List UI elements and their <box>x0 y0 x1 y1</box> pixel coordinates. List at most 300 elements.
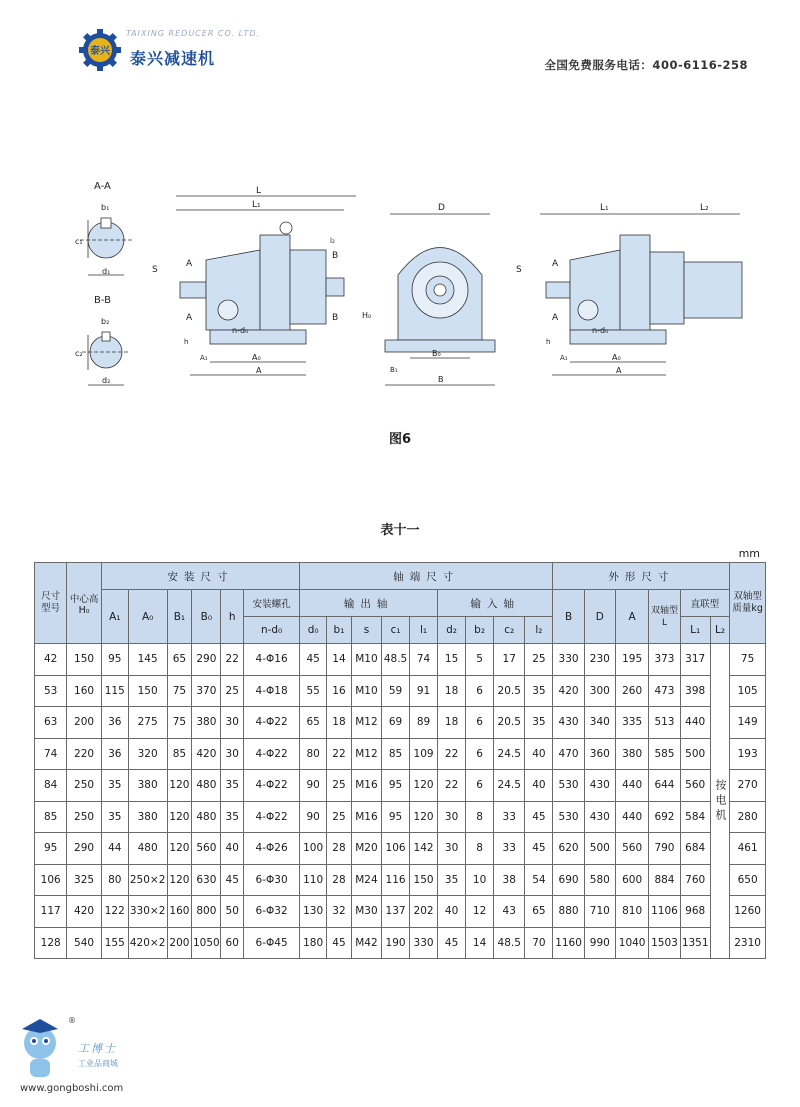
table-row <box>35 707 766 739</box>
table-cell: 6-Φ45 <box>244 927 300 959</box>
table-cell: 25 <box>327 770 352 802</box>
table-cell: 500 <box>584 833 615 865</box>
table-cell: 4-Φ22 <box>244 707 300 739</box>
table-cell: 117 <box>35 896 67 928</box>
table-row <box>35 927 766 959</box>
table-cell: 4-Φ22 <box>244 738 300 770</box>
table-cell: 195 <box>615 644 648 676</box>
table-cell: 65 <box>300 707 327 739</box>
svg-text:B: B <box>332 313 339 323</box>
table-cell: 18 <box>327 707 352 739</box>
table-cell: 42 <box>35 644 67 676</box>
table-cell: 40 <box>438 896 466 928</box>
table-row <box>35 896 766 928</box>
table-cell: 150 <box>128 675 167 707</box>
svg-text:S: S <box>152 265 158 275</box>
svg-text:A: A <box>186 259 193 269</box>
table-cell: 530 <box>553 770 584 802</box>
table-cell: 4-Φ18 <box>244 675 300 707</box>
table-cell: 45 <box>438 927 466 959</box>
table-cell: 15 <box>438 644 466 676</box>
table-cell: 4-Φ22 <box>244 770 300 802</box>
table-cell: 65 <box>167 644 192 676</box>
company-logo-gear-icon <box>78 28 122 72</box>
table-row <box>35 770 766 802</box>
table-cell: 220 <box>67 738 101 770</box>
table-cell: 1160 <box>553 927 584 959</box>
svg-text:B₁: B₁ <box>390 366 398 374</box>
table-cell: M12 <box>351 738 381 770</box>
table-cell: 330 <box>553 644 584 676</box>
svg-text:h: h <box>546 338 551 346</box>
svg-text:c₁: c₁ <box>75 237 83 246</box>
table-cell: 4-Φ26 <box>244 833 300 865</box>
table-cell: 480 <box>192 801 221 833</box>
watermark-url: www.gongboshi.com <box>20 1083 124 1094</box>
col-s: s <box>351 617 381 644</box>
svg-text:泰兴: 泰兴 <box>90 46 110 57</box>
table-cell: 650 <box>730 864 766 896</box>
col-D: D <box>584 590 615 644</box>
table-cell: 20.5 <box>494 707 525 739</box>
table-cell: 1260 <box>730 896 766 928</box>
table-cell: 513 <box>649 707 680 739</box>
table-cell: 14 <box>466 927 494 959</box>
table-cell: 790 <box>649 833 680 865</box>
table-cell: 44 <box>101 833 128 865</box>
table-row <box>35 801 766 833</box>
table-cell: 35 <box>525 675 553 707</box>
table-cell: 142 <box>410 833 438 865</box>
table-cell: 380 <box>615 738 648 770</box>
figure-caption: 图6 <box>388 432 412 447</box>
table-cell: M20 <box>351 833 381 865</box>
table-cell: M42 <box>351 927 381 959</box>
table-cell: 8 <box>466 833 494 865</box>
table-cell: 684 <box>680 833 710 865</box>
table-cell: 85 <box>382 738 410 770</box>
table-cell: 692 <box>649 801 680 833</box>
table-cell: 55 <box>300 675 327 707</box>
input-shaft-header: 输入轴 <box>438 590 553 617</box>
col-h: h <box>221 590 244 644</box>
table-cell: 620 <box>553 833 584 865</box>
svg-text:n-d₀: n-d₀ <box>232 326 249 335</box>
table-cell: 95 <box>101 644 128 676</box>
table-cell: 105 <box>730 675 766 707</box>
table-cell: 28 <box>327 864 352 896</box>
table-cell: 360 <box>584 738 615 770</box>
svg-text:b₁: b₁ <box>101 203 110 212</box>
company-chinese-name: 泰兴减速机 <box>130 49 216 68</box>
col-double-shaft-L: 双轴型L <box>649 590 680 644</box>
table-cell: 69 <box>382 707 410 739</box>
col-b2: b₂ <box>466 617 494 644</box>
table-cell: 230 <box>584 644 615 676</box>
col-nd0: n-d₀ <box>244 617 300 644</box>
svg-text:A: A <box>616 366 622 375</box>
svg-text:n-d₀: n-d₀ <box>592 326 609 335</box>
svg-text:B₀: B₀ <box>432 349 441 358</box>
table-cell: 461 <box>730 833 766 865</box>
table-cell: 480 <box>128 833 167 865</box>
col-b1-shaft: b₁ <box>327 617 352 644</box>
table-cell: 250 <box>67 801 101 833</box>
table-cell: 5 <box>466 644 494 676</box>
table-cell: 50 <box>221 896 244 928</box>
table-cell: 20.5 <box>494 675 525 707</box>
table-cell: 75 <box>167 707 192 739</box>
table-cell: 584 <box>680 801 710 833</box>
center-height-header: 中心高H₀ <box>67 563 101 644</box>
table-cell: 6 <box>466 675 494 707</box>
table-cell: 63 <box>35 707 67 739</box>
table-cell: 45 <box>327 927 352 959</box>
table-cell: 45 <box>300 644 327 676</box>
svg-text:h: h <box>184 338 189 346</box>
table-cell: 290 <box>192 644 221 676</box>
table-cell: 473 <box>649 675 680 707</box>
table-cell: 24.5 <box>494 738 525 770</box>
table-cell: M16 <box>351 801 381 833</box>
table-cell: 40 <box>525 738 553 770</box>
table-cell: 1050 <box>192 927 221 959</box>
table-cell: 325 <box>67 864 101 896</box>
table-cell: 22 <box>438 738 466 770</box>
svg-text:L₂: L₂ <box>700 203 709 213</box>
table-cell: 130 <box>300 896 327 928</box>
table-cell: 91 <box>410 675 438 707</box>
table-cell: 30 <box>221 707 244 739</box>
table-cell: 122 <box>101 896 128 928</box>
table-cell: 80 <box>300 738 327 770</box>
col-c2: c₂ <box>494 617 525 644</box>
svg-text:L: L <box>256 186 262 196</box>
table-cell: 320 <box>128 738 167 770</box>
table-cell: 120 <box>410 801 438 833</box>
table-cell: 335 <box>615 707 648 739</box>
table-cell: 75 <box>730 644 766 676</box>
table-cell: 95 <box>382 801 410 833</box>
table-cell: M30 <box>351 896 381 928</box>
table-cell: 340 <box>584 707 615 739</box>
table-cell: 200 <box>167 927 192 959</box>
table-cell: 150 <box>67 644 101 676</box>
table-cell: 109 <box>410 738 438 770</box>
col-a0: A₀ <box>128 590 167 644</box>
svg-text:c₂: c₂ <box>75 349 83 358</box>
table-cell: 884 <box>649 864 680 896</box>
table-cell: 40 <box>221 833 244 865</box>
table-cell: 149 <box>730 707 766 739</box>
col-L1: L₁ <box>680 617 710 644</box>
table-cell: 120 <box>167 833 192 865</box>
table-cell: 380 <box>128 770 167 802</box>
table-cell: 90 <box>300 770 327 802</box>
table-cell: 70 <box>525 927 553 959</box>
svg-text:d₂: d₂ <box>102 376 111 385</box>
table-cell: 275 <box>128 707 167 739</box>
table-cell: 4-Φ16 <box>244 644 300 676</box>
table-cell: 25 <box>221 675 244 707</box>
section-aa-label: A-A <box>94 181 111 192</box>
table-cell: 35 <box>221 801 244 833</box>
table-row <box>35 738 766 770</box>
table-cell: 30 <box>221 738 244 770</box>
table-cell: 14 <box>327 644 352 676</box>
table-cell: 48.5 <box>382 644 410 676</box>
table-cell: 420×2 <box>128 927 167 959</box>
table-cell: 120 <box>167 801 192 833</box>
table-cell: 810 <box>615 896 648 928</box>
table-cell: 380 <box>192 707 221 739</box>
table-cell: 48.5 <box>494 927 525 959</box>
table-cell: 160 <box>67 675 101 707</box>
table-cell: M10 <box>351 644 381 676</box>
table-cell: 560 <box>615 833 648 865</box>
table-cell: 120 <box>167 864 192 896</box>
table-cell: 380 <box>128 801 167 833</box>
table-cell: 330 <box>410 927 438 959</box>
table-cell: 6-Φ30 <box>244 864 300 896</box>
table-cell: 250 <box>67 770 101 802</box>
table-cell: 85 <box>167 738 192 770</box>
table-cell: 6 <box>466 738 494 770</box>
table-cell: 30 <box>438 801 466 833</box>
table-cell: 45 <box>221 864 244 896</box>
table-title: 表十一 <box>380 523 420 538</box>
table-cell: 710 <box>584 896 615 928</box>
table-cell: 330×2 <box>128 896 167 928</box>
table-cell: 1106 <box>649 896 680 928</box>
table-cell: 38 <box>494 864 525 896</box>
mascot-logo-icon <box>14 1013 74 1085</box>
table-cell: 317 <box>680 644 710 676</box>
table-cell: 300 <box>584 675 615 707</box>
table-cell: 120 <box>410 770 438 802</box>
unit-label: mm <box>738 547 760 560</box>
table-cell: 500 <box>680 738 710 770</box>
table-cell: M24 <box>351 864 381 896</box>
col-d0: d₀ <box>300 617 327 644</box>
table-cell: 30 <box>438 833 466 865</box>
table-cell: 74 <box>410 644 438 676</box>
table-cell: 398 <box>680 675 710 707</box>
svg-text:A₀: A₀ <box>252 353 261 362</box>
table-cell: 968 <box>680 896 710 928</box>
table-cell: 45 <box>525 801 553 833</box>
table-cell: 106 <box>382 833 410 865</box>
table-cell: 43 <box>494 896 525 928</box>
table-cell: 35 <box>101 770 128 802</box>
watermark-name: 工博士 <box>78 1042 117 1055</box>
direct-coupled-header: 直联型 <box>680 590 730 617</box>
table-cell: 95 <box>35 833 67 865</box>
table-cell: 690 <box>553 864 584 896</box>
table-cell: M16 <box>351 770 381 802</box>
table-cell: 420 <box>553 675 584 707</box>
table-cell: 155 <box>101 927 128 959</box>
table-cell: 880 <box>553 896 584 928</box>
table-cell: 36 <box>101 707 128 739</box>
table-cell: 28 <box>327 833 352 865</box>
svg-text:l₂: l₂ <box>330 237 335 245</box>
table-cell: 270 <box>730 770 766 802</box>
svg-text:A: A <box>552 313 559 323</box>
table-cell: 115 <box>101 675 128 707</box>
table-cell: 18 <box>438 707 466 739</box>
table-cell: 85 <box>35 801 67 833</box>
svg-text:A₁: A₁ <box>200 354 208 362</box>
outline-dims-header: 外形尺寸 <box>553 563 730 590</box>
table-cell: 430 <box>584 801 615 833</box>
table-cell: M10 <box>351 675 381 707</box>
table-cell: 250×2 <box>128 864 167 896</box>
table-cell: 430 <box>553 707 584 739</box>
table-cell: 580 <box>584 864 615 896</box>
table-cell: 22 <box>327 738 352 770</box>
table-cell: 137 <box>382 896 410 928</box>
col-A: A <box>615 590 648 644</box>
svg-text:B: B <box>332 251 339 261</box>
table-cell: 6 <box>466 707 494 739</box>
table-cell: 33 <box>494 801 525 833</box>
table-body <box>35 644 766 959</box>
table-cell: 33 <box>494 833 525 865</box>
svg-text:b₂: b₂ <box>101 317 110 326</box>
table-cell: 600 <box>615 864 648 896</box>
col-l1: l₁ <box>410 617 438 644</box>
table-cell: 110 <box>300 864 327 896</box>
table-cell: 35 <box>525 707 553 739</box>
table-cell: 1040 <box>615 927 648 959</box>
table-cell: 45 <box>525 833 553 865</box>
table-cell: 440 <box>615 801 648 833</box>
table-cell: 84 <box>35 770 67 802</box>
table-cell: 36 <box>101 738 128 770</box>
table-cell: 480 <box>192 770 221 802</box>
table-cell: 990 <box>584 927 615 959</box>
shaft-end-header: 轴端尺寸 <box>300 563 553 590</box>
table-cell: 90 <box>300 801 327 833</box>
table-cell: 6-Φ32 <box>244 896 300 928</box>
table-cell: 560 <box>192 833 221 865</box>
table-cell: 40 <box>525 770 553 802</box>
table-cell: 150 <box>410 864 438 896</box>
table-cell: 22 <box>438 770 466 802</box>
table-cell: 440 <box>615 770 648 802</box>
watermark-subtitle: 工业品商城 <box>78 1059 118 1068</box>
col-d2: d₂ <box>438 617 466 644</box>
table-cell: 800 <box>192 896 221 928</box>
table-cell: M12 <box>351 707 381 739</box>
svg-text:D: D <box>438 203 445 213</box>
table-cell: 25 <box>525 644 553 676</box>
section-bb-label: B-B <box>94 295 111 306</box>
col-c1: c₁ <box>382 617 410 644</box>
table-cell: 1503 <box>649 927 680 959</box>
table-cell: 470 <box>553 738 584 770</box>
table-cell: 60 <box>221 927 244 959</box>
table-cell: 100 <box>300 833 327 865</box>
table-cell: 202 <box>410 896 438 928</box>
table-cell: 24.5 <box>494 770 525 802</box>
bolt-hole-header: 安装螺孔 <box>244 590 300 617</box>
size-model-header: 尺寸 型号 <box>35 563 67 644</box>
table-cell: 75 <box>167 675 192 707</box>
table-cell: 200 <box>67 707 101 739</box>
col-b1: B₁ <box>167 590 192 644</box>
col-b0: B₀ <box>192 590 221 644</box>
table-cell: 4-Φ22 <box>244 801 300 833</box>
col-l2: l₂ <box>525 617 553 644</box>
table-cell: 18 <box>438 675 466 707</box>
table-cell: 530 <box>553 801 584 833</box>
table-cell: 80 <box>101 864 128 896</box>
table-cell: 22 <box>221 644 244 676</box>
table-cell: 560 <box>680 770 710 802</box>
table-cell: 760 <box>680 864 710 896</box>
table-cell: 89 <box>410 707 438 739</box>
table-cell: 10 <box>466 864 494 896</box>
table-cell: 190 <box>382 927 410 959</box>
table-cell: 193 <box>730 738 766 770</box>
table-cell: 35 <box>101 801 128 833</box>
table-cell: 420 <box>192 738 221 770</box>
table-cell: 430 <box>584 770 615 802</box>
table-cell: 116 <box>382 864 410 896</box>
svg-text:A: A <box>186 313 193 323</box>
l2-motor-note: 按电机 <box>710 644 729 959</box>
table-cell: 280 <box>730 801 766 833</box>
table-row <box>35 675 766 707</box>
svg-text:d₁: d₁ <box>102 267 111 276</box>
col-a1: A₁ <box>101 590 128 644</box>
svg-text:L₁: L₁ <box>252 200 261 210</box>
table-cell: 16 <box>327 675 352 707</box>
table-cell: 12 <box>466 896 494 928</box>
table-cell: 120 <box>167 770 192 802</box>
svg-text:A: A <box>256 366 262 375</box>
table-cell: 35 <box>221 770 244 802</box>
output-shaft-header: 输出轴 <box>300 590 438 617</box>
table-cell: 74 <box>35 738 67 770</box>
table-cell: 17 <box>494 644 525 676</box>
table-cell: 6 <box>466 770 494 802</box>
table-cell: 106 <box>35 864 67 896</box>
table-cell: 440 <box>680 707 710 739</box>
svg-text:®: ® <box>68 1016 76 1025</box>
company-english-name: TAIXING REDUCER CO. LTD. <box>126 29 261 38</box>
table-cell: 630 <box>192 864 221 896</box>
table-cell: 35 <box>438 864 466 896</box>
table-cell: 540 <box>67 927 101 959</box>
table-cell: 25 <box>327 801 352 833</box>
table-cell: 95 <box>382 770 410 802</box>
svg-text:A₁: A₁ <box>560 354 568 362</box>
table-cell: 59 <box>382 675 410 707</box>
table-cell: 160 <box>167 896 192 928</box>
service-hotline: 全国免费服务电话：400-6116-258 <box>544 58 748 72</box>
table-cell: 2310 <box>730 927 766 959</box>
table-cell: 32 <box>327 896 352 928</box>
table-cell: 290 <box>67 833 101 865</box>
table-cell: 420 <box>67 896 101 928</box>
weight-header: 双轴型质量kg <box>730 563 766 644</box>
table-cell: 53 <box>35 675 67 707</box>
reducer-dimension-drawing <box>60 180 760 405</box>
table-cell: 260 <box>615 675 648 707</box>
